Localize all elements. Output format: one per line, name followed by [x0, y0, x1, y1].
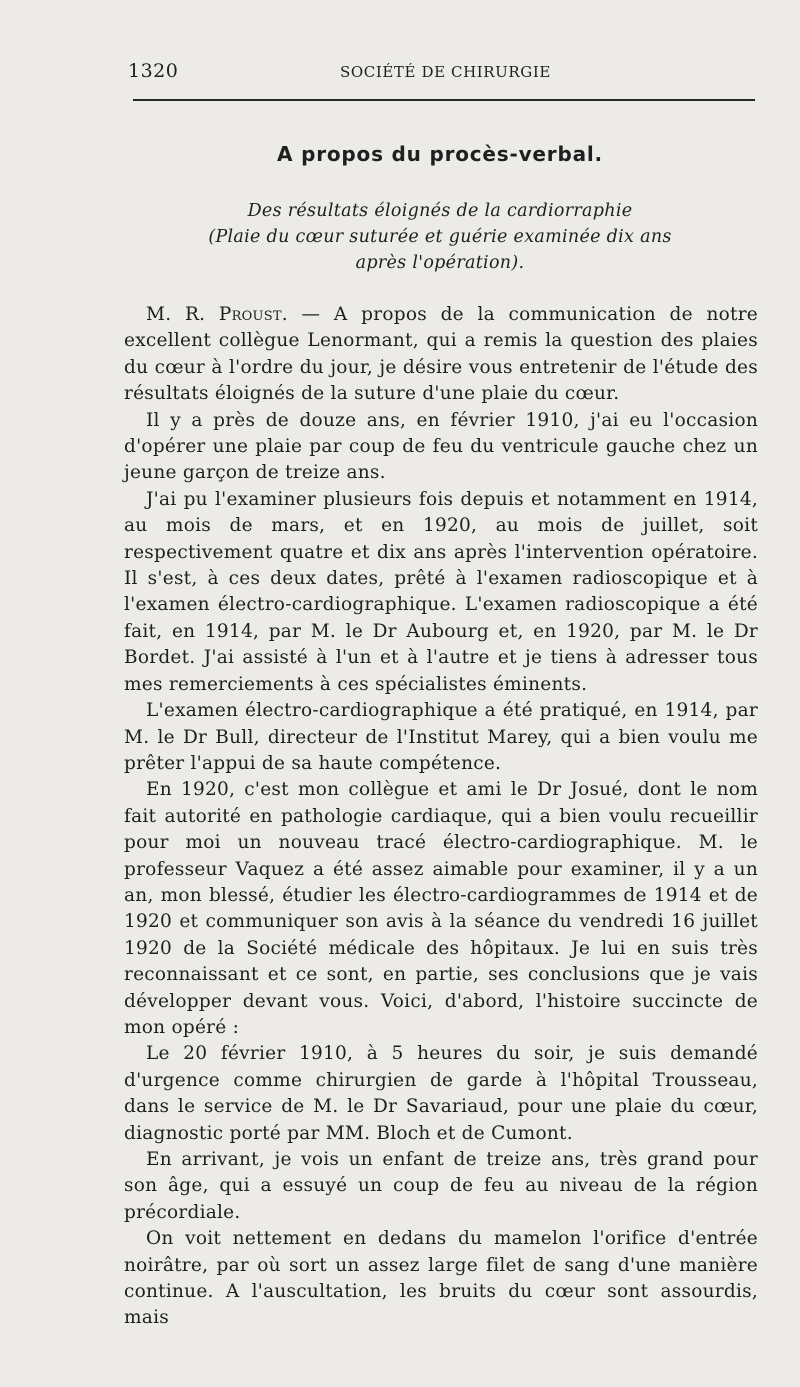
paragraph: Le 20 février 1910, à 5 heures du soir, je suis demandé d'urgence comme chirurgien de garde à l'hôpital Trousseau, dans le service de M. le Dr Savariaud, pour une plaie du cœur, diagnostic porté par MM. Bloch et de Cumont. [124, 1043, 758, 1144]
running-head [128, 60, 756, 86]
paragraph-text: — A propos de la communication de notre excellent collègue Lenormant, qui a remis la question des plaies du cœur à l'ordre du jour, je désire vous entretenir de l'étude des résultats éloignés de la suture d'une plaie du cœur. [124, 304, 758, 405]
subtitle-line: après l'opération). [355, 253, 525, 273]
paragraph: On voit nettement en dedans du mamelon l'orifice d'entrée noirâtre, par où sort un assez large filet de sang d'une manière continue. A l'auscultation, les bruits du cœur sont assourdis, mais [124, 1228, 758, 1329]
article-subtitle [120, 198, 760, 276]
author-name: M. R. Proust. [146, 304, 288, 325]
paragraph: En arrivant, je vois un enfant de treize ans, très grand pour son âge, qui a essuyé un coup de feu au niveau de la région précordiale. [124, 1149, 758, 1223]
subtitle-line: Des résultats éloignés de la cardiorraphie [247, 201, 633, 221]
paragraph: J'ai pu l'examiner plusieurs fois depuis et notamment en 1914, au mois de mars, et en 1920, au mois de juillet, soit respectivement quatre et dix ans après l'intervention opératoire. Il s'est, à ces deux dates, prêté à l'examen radioscopique et à l'examen électro-cardiographique. L'examen radioscopique a été fait, en 1914, par M. le Dr Aubourg et, en 1920, par M. le Dr Bordet. J'ai assisté à l'un et à l'autre et je tiens à adresser tous mes remerciements à ces spécialistes éminents. [124, 488, 758, 695]
paragraph [124, 302, 758, 408]
paragraph: En 1920, c'est mon collègue et ami le Dr Josué, dont le nom fait autorité en pathologie cardiaque, qui a bien voulu recueillir pour moi un nouveau tracé électro-cardiographique. M. le professeur Vaquez a été assez aimable pour examiner, il y a un an, mon blessé, étudier les électro-cardiogrammes de 1914 et de 1920 et communiquer son avis à la séance du vendredi 16 juillet 1920 de la Société médicale des hôpitaux. Je lui en suis très reconnaissant et ce sont, en partie, ses conclusions que je vais développer devant vous. Voici, d'abord, l'histoire succincte de mon opéré : [124, 779, 758, 1038]
paragraph: Il y a près de douze ans, en février 1910, j'ai eu l'occasion d'opérer une plaie par coup de feu du ventricule gauche chez un jeune garçon de treize ans. [124, 409, 758, 484]
subtitle-line: (Plaie du cœur suturée et guérie examinée dix ans [208, 227, 672, 247]
header-rule [133, 99, 755, 101]
article-body [124, 302, 758, 1332]
paragraph: L'examen électro-cardiographique a été pratiqué, en 1914, par M. le Dr Bull, directeur de l'Institut Marey, qui a bien voulu me prêter l'appui de sa haute compétence. [124, 700, 758, 774]
journal-title: SOCIÉTÉ DE CHIRURGIE [340, 63, 551, 81]
page-number: 1320 [128, 60, 179, 82]
section-title: A propos du procès-verbal. [277, 142, 603, 166]
